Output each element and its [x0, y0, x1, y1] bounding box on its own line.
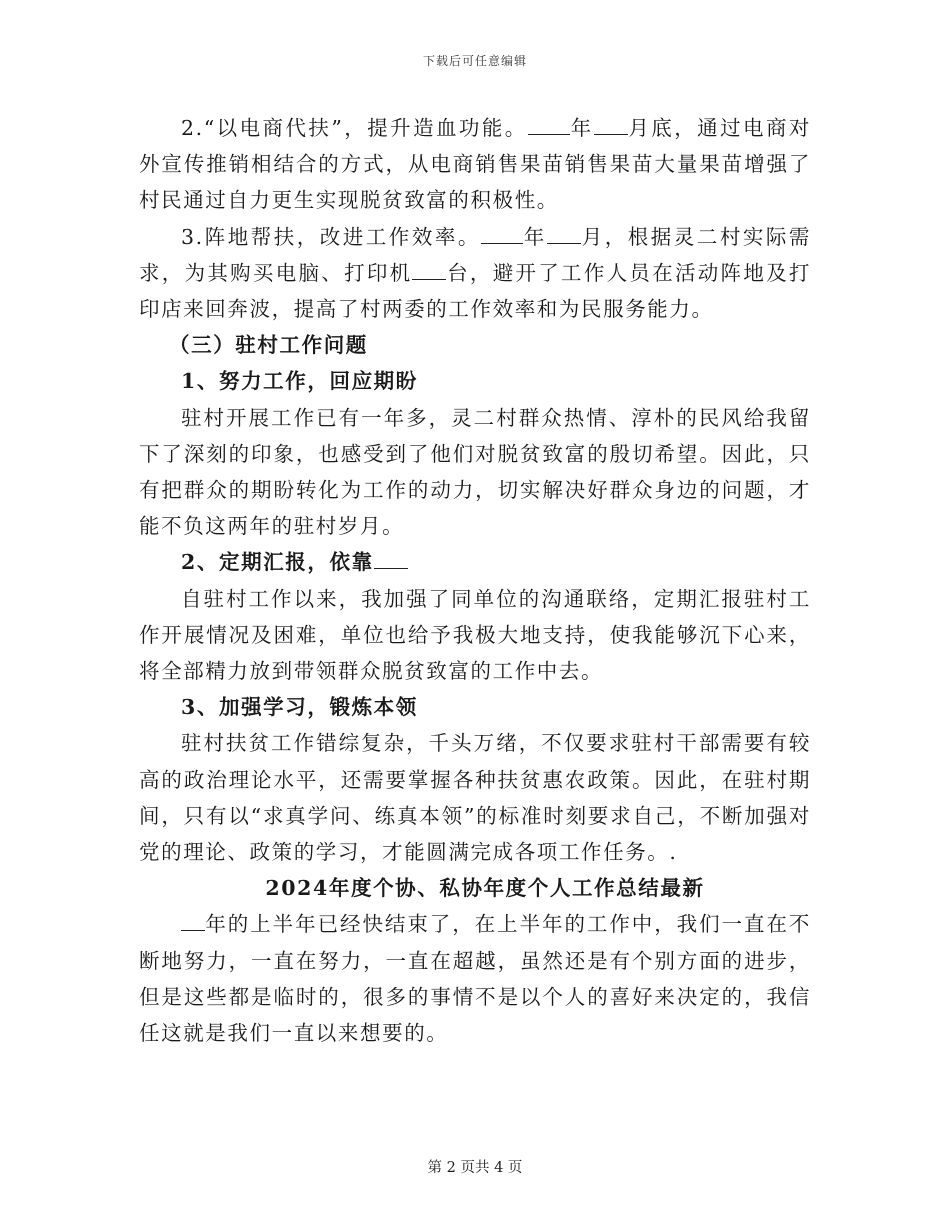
subheading-report [139, 544, 811, 580]
blank-underline [412, 259, 446, 280]
paragraph-position-support [139, 219, 811, 328]
document-title: 2024年度个协、私协年度个人工作总结最新 [265, 876, 705, 901]
paragraph-text: 月底，通过电商对外宣传推销相结合的方式，从电商销售果苗销售果苗大量果苗增强了村民通过自力更生实现脱贫致富的积极性。 [139, 116, 811, 213]
page-header: 下载后可任意编辑 [422, 54, 527, 68]
subheading-text: 2、定期汇报，依靠 [181, 550, 374, 575]
paragraph-text: 3.阵地帮扶，改进工作效率。 [181, 224, 481, 249]
blank-underline [528, 114, 570, 135]
paragraph-report: 自驻村工作以来，我加强了同单位的沟通联络，定期汇报驻村工作开展情况及困难，单位也给予我极大地支持，使我能够沉下心来，将全部精力放到带领群众脱贫致富的工作中去。 [139, 586, 811, 684]
document-body [139, 110, 811, 1051]
blank-underline [181, 910, 205, 931]
paragraph-text: 年 [569, 116, 594, 140]
paragraph-expectations: 驻村开展工作已有一年多，灵二村群众热情、淳朴的民风给我留下了深刻的印象，也感受到了他们对脱贫致富的殷切希望。因此，只有把群众的期盼转化为工作的动力，切实解决好群众身边的问题，才能不负这两年的驻村岁月。 [139, 405, 811, 539]
subheading-study: 3、加强学习，锻炼本领 [181, 695, 418, 720]
blank-underline [594, 114, 628, 135]
paragraph-text: 月，根据灵二村实际需求，为其购买电脑、打印机 [139, 224, 811, 285]
blank-underline [374, 550, 408, 569]
paragraph-study: 驻村扶贫工作错综复杂，千头万绪，不仅要求驻村干部需要有较高的政治理论水平，还需要掌握各种扶贫惠农政策。因此，在驻村期间，只有以“求真学问、练真本领”的标准时刻要求自己，不断加强对党的理论、政策的学习，才能圆满完成各项工作任务。. [139, 731, 811, 865]
subheading-work-hard: 1、努力工作，回应期盼 [181, 369, 418, 394]
paragraph-summary [139, 906, 811, 1051]
blank-underline [481, 223, 523, 244]
paragraph-text: 年 [522, 224, 547, 249]
paragraph-text: 年的上半年已经快结束了，在上半年的工作中，我们一直在不断地努力，一直在努力，一直在超越，虽然还是有个别方面的进步，但是这些都是临时的，很多的事情不是以个人的喜好来决定的，我信任这就是我们一直以来想要的。 [139, 912, 811, 1046]
section-heading: （三）驻村工作问题 [169, 333, 368, 358]
paragraph-text: 台，避开了工作人员在活动阵地及打印店来回奔波，提高了村两委的工作效率和为民服务能力。 [139, 260, 812, 322]
paragraph-ecommerce [139, 110, 811, 219]
page-footer: 第 2 页共 4 页 [427, 1160, 523, 1176]
paragraph-text: 2.“以电商代扶”，提升造血功能。 [181, 116, 528, 140]
blank-underline [547, 223, 581, 244]
